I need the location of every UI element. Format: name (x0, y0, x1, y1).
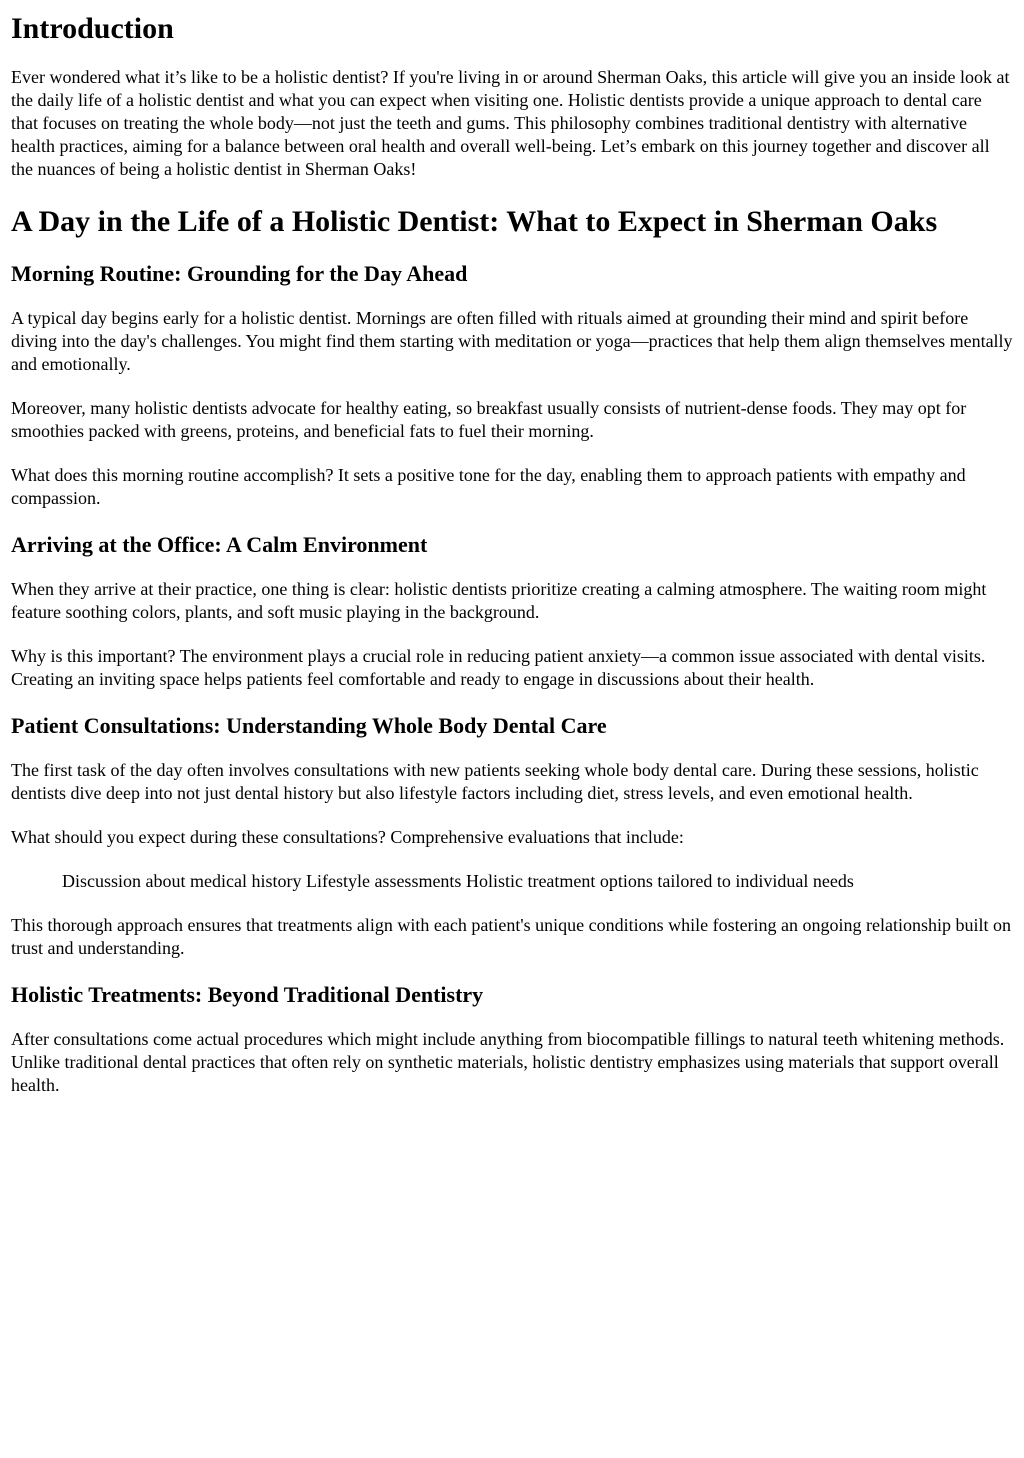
morning-paragraph-1: A typical day begins early for a holistic dentist. Mornings are often filled with rituals aimed at grounding their mind and spirit before diving into the day's challenges. You might find them starting with meditation or yoga—practices that help them align themselves mentally and emotionally. (11, 308, 1013, 374)
office-paragraph-1: When they arrive at their practice, one thing is clear: holistic dentists prioritize creating a calming atmosphere. The waiting room might feature soothing colors, plants, and soft music playing in the background. (11, 579, 987, 622)
consultations-paragraph-1: The first task of the day often involves consultations with new patients seeking whole body dental care. During these sessions, holistic dentists dive deep into not just dental history but also lifestyle factors including diet, stress levels, and even emotional health. (11, 760, 979, 803)
main-heading: A Day in the Life of a Holistic Dentist: What to Expect in Sherman Oaks (11, 205, 938, 238)
consultations-heading: Patient Consultations: Understanding Whole Body Dental Care (11, 713, 607, 738)
intro-paragraph: Ever wondered what it’s like to be a holistic dentist? If you're living in or around Sherman Oaks, this article will give you an inside look at the daily life of a holistic dentist and what you can expect when visiting one. Holistic dentists provide a unique approach to dental care that focuses on treating the whole body—not just the teeth and gums. This philosophy combines traditional dentistry with alternative health practices, aiming for a balance between oral health and overall well-being. Let’s embark on this journey together and discover all the nuances of being a holistic dentist in Sherman Oaks! (11, 67, 1010, 179)
article (0, 12, 1024, 1097)
consultations-paragraph-3: This thorough approach ensures that treatments align with each patient's unique conditions while fostering an ongoing relationship built on trust and understanding. (11, 915, 1012, 958)
consultation-evaluations-list (11, 870, 1013, 893)
office-paragraph-2: Why is this important? The environment plays a crucial role in reducing patient anxiety—a common issue associated with dental visits. Creating an inviting space helps patients feel comfortable and ready to engage in discussions about their health. (11, 646, 986, 689)
office-heading: Arriving at the Office: A Calm Environment (11, 532, 428, 557)
morning-heading: Morning Routine: Grounding for the Day Ahead (11, 261, 468, 286)
list-item: Discussion about medical history (62, 871, 302, 891)
morning-paragraph-2: Moreover, many holistic dentists advocate for healthy eating, so breakfast usually consists of nutrient-dense foods. They may opt for smoothies packed with greens, proteins, and beneficial fats to fuel their morning. (11, 398, 967, 441)
morning-paragraph-3: What does this morning routine accomplish? It sets a positive tone for the day, enabling them to approach patients with empathy and compassion. (11, 465, 966, 508)
intro-heading: Introduction (11, 12, 174, 45)
list-item: Holistic treatment options tailored to individual needs (465, 871, 854, 891)
consultations-paragraph-2: What should you expect during these consultations? Comprehensive evaluations that include: (11, 827, 684, 847)
treatments-paragraph-1: After consultations come actual procedures which might include anything from biocompatible fillings to natural teeth whitening methods. Unlike traditional dental practices that often rely on synthetic materials, holistic dentistry emphasizes using materials that support overall health. (11, 1029, 1005, 1095)
list-item: Lifestyle assessments (305, 871, 462, 891)
treatments-heading: Holistic Treatments: Beyond Traditional Dentistry (11, 982, 484, 1007)
